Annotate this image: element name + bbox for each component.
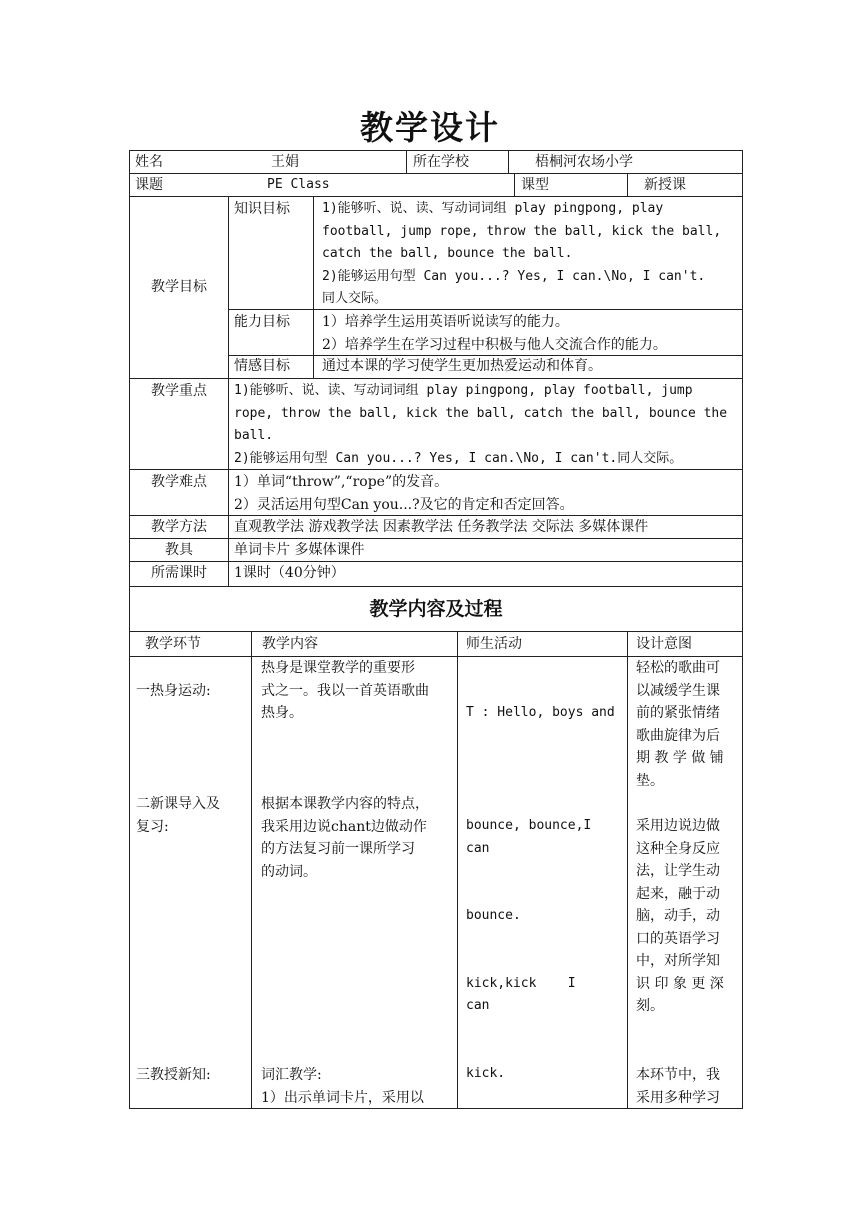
key-points-label: 教学重点 <box>151 383 207 399</box>
intent-line: 前的紧张情绪 <box>636 705 720 721</box>
content-new <box>256 1063 456 1109</box>
activity-line: kick,kick I can <box>466 975 600 1013</box>
knowledge-text <box>317 197 742 309</box>
duration-text: 1课时（40分钟） <box>234 565 345 582</box>
intent-intro <box>631 814 743 1020</box>
tools-text: 单词卡片 多媒体课件 <box>234 541 365 558</box>
stage-intro <box>131 792 253 840</box>
duration-label: 所需课时 <box>151 565 207 582</box>
content-line: 热身是课堂教学的重要形 <box>261 660 415 676</box>
stage-warmup: 一热身运动: <box>136 683 211 699</box>
knowledge-line: 2)能够运用句型 Can you...? Yes, I can.\No, I can't. <box>322 268 706 284</box>
type-label: 课型 <box>521 176 549 193</box>
key-points-text <box>229 379 742 469</box>
methods-label: 教学方法 <box>151 518 207 535</box>
content-line: 热身。 <box>261 705 303 721</box>
intent-line: 垫。 <box>636 772 664 789</box>
key-points-line: 1)能够听、说、读、写动词词组 play pingpong, play football, jump <box>234 383 693 398</box>
intent-line: 识 印 象 更 深 <box>636 975 724 992</box>
ability-label: 能力目标 <box>234 314 290 330</box>
intent-line: 中，对所学知 <box>636 953 720 969</box>
intent-line: 轻松的歌曲可 <box>636 660 720 676</box>
topic-value: PE Class <box>267 176 330 192</box>
col-header-intent: 设计意图 <box>636 635 692 652</box>
intent-line: 这种全身反应 <box>636 840 720 857</box>
intent-line: 期 教 学 做 铺 <box>636 750 724 766</box>
knowledge-line: football, jump rope, throw the ball, kick the ball, <box>322 223 722 239</box>
grid-line <box>406 150 407 174</box>
intent-line: 脑，动手，动 <box>636 908 720 924</box>
knowledge-label: 知识目标 <box>234 201 290 217</box>
col-header-stage: 教学环节 <box>145 635 201 652</box>
stage-new: 三教授新知: <box>136 1067 211 1083</box>
grid-line <box>508 150 509 174</box>
stage-intro-line: 二新课导入及 <box>136 796 220 812</box>
intent-line: 采用边说边做 <box>636 818 720 834</box>
grid-line <box>627 173 628 197</box>
difficulties-text <box>229 470 742 515</box>
knowledge-line: catch the ball, bounce the ball. <box>322 246 573 261</box>
emotion-text: 通过本课的学习使学生更加热爱运动和体育。 <box>322 358 602 375</box>
intent-line: 口的英语学习 <box>636 930 720 947</box>
content-warmup <box>256 656 456 728</box>
intent-line: 刻。 <box>636 998 664 1014</box>
activity-line: bounce. <box>466 908 521 923</box>
col-header-activity: 师生活动 <box>466 635 522 652</box>
process-heading: 教学内容及过程 <box>369 597 503 620</box>
tools-label: 教具 <box>165 541 193 558</box>
content-line: 的动词。 <box>261 863 317 880</box>
objectives-label: 教学目标 <box>151 278 207 295</box>
grid-line <box>514 173 515 197</box>
intent-new <box>631 1063 743 1109</box>
page-title: 教学设计 <box>360 108 500 147</box>
knowledge-line: 同人交际。 <box>322 291 388 306</box>
ability-line: 2）培养学生在学习过程中积极与他人交流合作的能力。 <box>322 336 667 353</box>
school-value: 梧桐河农场小学 <box>535 153 633 170</box>
activity-line: T : Hello, boys and <box>466 705 615 720</box>
key-points-line: ball. <box>234 428 274 443</box>
content-line: 根据本课教学内容的特点， <box>261 796 429 812</box>
content-line: 的方法复习前一课所学习 <box>261 841 415 857</box>
intent-line: 本环节中，我 <box>636 1067 720 1083</box>
content-line: 1）出示单词卡片，采用以 <box>261 1089 424 1106</box>
name-label: 姓名 <box>135 153 163 170</box>
content-line: 我采用边说chant边做动作 <box>261 818 427 835</box>
ability-line: 1）培养学生运用英语听说读写的能力。 <box>322 314 569 330</box>
difficulties-line: 2）灵活运用句型Can you...?及它的肯定和否定回答。 <box>234 496 574 513</box>
intent-line: 法，让学生动 <box>636 863 720 879</box>
intent-line: 起来，融于动 <box>636 885 720 902</box>
intent-warmup <box>631 656 743 796</box>
difficulties-line: 1）单词“throw”,“rope”的发音。 <box>234 474 449 490</box>
activity-chant <box>461 769 627 1109</box>
activity-greeting <box>461 656 627 728</box>
type-value: 新授课 <box>644 176 686 193</box>
name-value: 王娟 <box>271 153 299 170</box>
key-points-line: 2)能够运用句型 Can you...? Yes, I can.\No, I can't.同人交际。 <box>234 450 683 466</box>
knowledge-line: 1)能够听、说、读、写动词词组 play pingpong, play <box>322 201 664 216</box>
emotion-label: 情感目标 <box>234 358 290 375</box>
grid-line <box>313 196 314 379</box>
col-header-content: 教学内容 <box>262 635 318 652</box>
grid-line <box>627 631 628 1109</box>
stage-intro-line: 复习: <box>136 818 169 835</box>
methods-text: 直观教学法 游戏教学法 因素教学法 任务教学法 交际法 多媒体课件 <box>234 518 649 535</box>
topic-label: 课题 <box>135 176 163 193</box>
activity-line: bounce, bounce,I can <box>466 818 600 856</box>
grid-line <box>457 631 458 1109</box>
school-label: 所在学校 <box>413 153 469 170</box>
activity-line: kick. <box>466 1065 506 1081</box>
intent-line: 采用多种学习 <box>636 1089 720 1106</box>
content-intro <box>256 792 456 884</box>
content-line: 词汇教学: <box>261 1067 322 1083</box>
content-line: 式之一。我以一首英语歌曲 <box>261 682 429 699</box>
ability-text <box>317 310 742 355</box>
intent-line: 以减缓学生课 <box>636 682 720 699</box>
key-points-line: rope, throw the ball, kick the ball, catch the ball, bounce the <box>234 405 728 421</box>
intent-line: 歌曲旋律为后 <box>636 727 720 744</box>
difficulties-label: 教学难点 <box>151 474 207 490</box>
